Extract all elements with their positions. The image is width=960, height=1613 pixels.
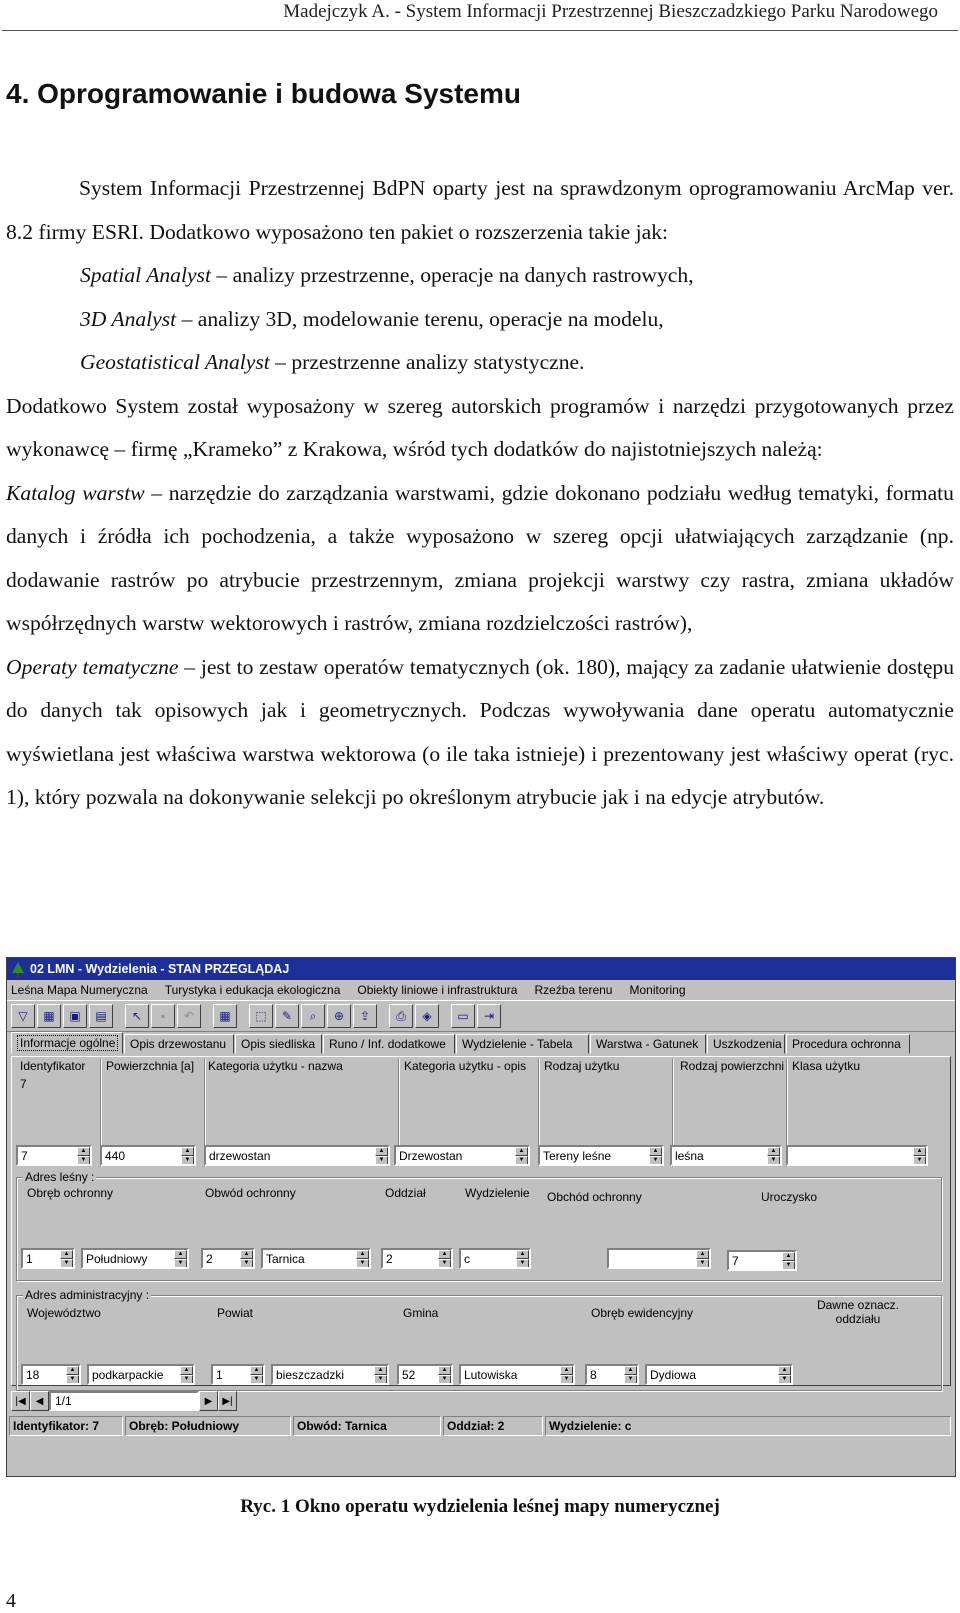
uroczysko-field[interactable]: 7 ▲ ▼ xyxy=(727,1250,797,1271)
tab-uszkodzenia[interactable]: Uszkodzenia xyxy=(707,1034,785,1054)
menu-item-lmn[interactable]: Leśna Mapa Numeryczna xyxy=(11,983,148,997)
tool-desc: – narzędzie do zarządzania warstwami, gdzie dokonano podziału według tematyki, formatu danych i źródła ich pochodzenia, a także wyposażono w szereg opcji ułatwiających zarządzanie (np. dodawanie rastrów po atrybucie przestrzennym, zmiana projekcji warstwy czy rastra, zmiana układów współrzędnych warstw wektorowych i rastrów, zmiana rozdzielczości rastrów), xyxy=(6,480,954,635)
rodzaj-uzytku-field[interactable]: Tereny leśne ▲ ▼ xyxy=(538,1145,664,1166)
tab-wydzielenie-tabela[interactable]: Wydzielenie - Tabela xyxy=(456,1034,589,1054)
field-label: Dawne oznacz. oddziału xyxy=(816,1298,900,1326)
exit-icon[interactable]: ⇥ xyxy=(477,1004,501,1028)
running-header: Madejczyk A. - System Informacji Przestrzennej Bieszczadzkiego Parku Narodowego xyxy=(283,1,938,22)
wojewodztwo-nr-field[interactable]: 18 ▲ ▼ xyxy=(21,1364,81,1385)
last-record-button[interactable]: ▶| xyxy=(218,1391,237,1411)
extension-name: Geostatistical Analyst xyxy=(80,350,270,374)
prev-record-button[interactable]: ◀ xyxy=(30,1391,49,1411)
extension-item xyxy=(6,254,954,298)
table-icon[interactable]: ▦ xyxy=(37,1004,61,1028)
page-number: 4 xyxy=(6,1590,16,1612)
column-header: Kategoria użytku - nazwa xyxy=(208,1059,343,1073)
pointer-icon[interactable]: ↖ xyxy=(125,1004,149,1028)
menu-item-rzezba[interactable]: Rzeźba terenu xyxy=(534,983,613,997)
menubar xyxy=(7,980,955,1000)
address-admin-group xyxy=(16,1288,942,1391)
obwod-nazwa-field[interactable]: Tarnica ▲ ▼ xyxy=(261,1248,371,1269)
grid-icon[interactable]: ▦ xyxy=(213,1004,237,1028)
select-icon[interactable]: ⬚ xyxy=(249,1004,273,1028)
record-navigator xyxy=(11,1390,237,1412)
status-identyfikator: Identyfikator: 7 xyxy=(9,1416,123,1436)
tool-name: Katalog warstw xyxy=(6,480,145,505)
field-label: Uroczysko xyxy=(761,1190,818,1204)
field-label: Wydzielenie xyxy=(465,1186,530,1200)
extension-item xyxy=(6,341,954,385)
paragraph-authoring: Dodatkowo System został wyposażony w szereg autorskich programów i narzędzi przygotowanych przez wykonawcę – firmę „Krameko” z Krakowa, wśród tych dodatków do najistotniejszych należą: xyxy=(6,393,954,461)
column-header: Kategoria użytku - opis xyxy=(404,1059,527,1073)
group-legend: Adres leśny : xyxy=(25,1170,95,1184)
obwod-nr-field[interactable]: 2 ▲ ▼ xyxy=(201,1248,255,1269)
powierzchnia-field[interactable]: 440 ▲ ▼ xyxy=(100,1145,196,1166)
column-header: Rodzaj powierzchni xyxy=(680,1059,785,1073)
toolbar xyxy=(7,1000,955,1032)
field-label: Obwód ochronny xyxy=(205,1186,296,1200)
extension-desc: – analizy przestrzenne, operacje na danych rastrowych, xyxy=(210,263,694,287)
tool-name: Operaty tematyczne xyxy=(6,654,179,679)
column-header: Identyfikator xyxy=(20,1059,86,1073)
extension-name: 3D Analyst xyxy=(80,306,177,331)
identify-icon[interactable]: ⊕ xyxy=(327,1004,351,1028)
obreb-ewid-nazwa-field[interactable]: Dydiowa ▲ ▼ xyxy=(645,1364,793,1385)
extension-name: Spatial Analyst xyxy=(80,263,211,287)
status-wydzielenie: Wydzielenie: c xyxy=(545,1416,951,1436)
status-obwod: Obwód: Tarnica xyxy=(293,1416,441,1436)
tool-item xyxy=(6,472,954,646)
first-record-button[interactable]: |◀ xyxy=(11,1391,30,1411)
zoom-icon[interactable]: ⌕ xyxy=(301,1004,325,1028)
menu-item-obiekty[interactable]: Obiekty liniowe i infrastruktura xyxy=(357,983,518,997)
extension-item xyxy=(6,298,954,342)
powiat-nr-field[interactable]: 1 ▲ ▼ xyxy=(211,1364,265,1385)
tab-row xyxy=(7,1032,955,1054)
record-position: 1/1 xyxy=(49,1391,199,1411)
field-label: Obręb ewidencyjny xyxy=(591,1306,694,1320)
group-legend: Adres administracyjny : xyxy=(25,1288,150,1302)
figure-caption: Ryc. 1 Okno operatu wydzielenia leśnej mapy numerycznej xyxy=(240,1496,720,1517)
extension-desc: – analizy 3D, modelowanie terenu, operacje na modelu, xyxy=(176,306,664,331)
obreb-nr-field[interactable]: 1 ▲ ▼ xyxy=(21,1248,75,1269)
section-heading: 4. Oprogramowanie i budowa Systemu xyxy=(6,78,521,109)
clear-icon[interactable]: ◈ xyxy=(415,1004,439,1028)
header-rule xyxy=(2,30,958,31)
column-header: Powierzchnia [a] xyxy=(106,1059,195,1073)
field-label: Obchód ochronny xyxy=(547,1190,642,1204)
field-label: Powiat xyxy=(217,1306,254,1320)
edit-icon[interactable]: ✎ xyxy=(275,1004,299,1028)
status-bar xyxy=(9,1416,953,1436)
identifier-value: 7 xyxy=(20,1077,27,1091)
tool-desc: – jest to zestaw operatów tematycznych (ok. 180), mający za zadanie ułatwienie dostępu do danych tak opisowych jak i geometrycznych. Podczas wywoływania dane operatu automatycznie wyświetlana jest właściwa warstwa wektorowa (o ile taka istnieje) i prezentowany jest właściwy operat (ryc. 1), który pozwala na dokonywanie selekcji po określonym atrybucie jak i na edycje atrybutów. xyxy=(6,654,954,809)
obreb-nazwa-field[interactable]: Południowy ▲ ▼ xyxy=(81,1248,189,1269)
oddzial-field[interactable]: 2 ▲ ▼ xyxy=(381,1248,453,1269)
window-title: 02 LMN - Wydzielenia - STAN PRZEGLĄDAJ xyxy=(30,962,290,976)
window-icon[interactable]: ▭ xyxy=(451,1004,475,1028)
kategoria-opis-field[interactable]: Drzewostan ▲ ▼ xyxy=(394,1145,530,1166)
tool-item xyxy=(6,646,954,820)
field-label: Obręb ochronny xyxy=(27,1186,114,1200)
window-titlebar xyxy=(7,958,955,980)
extension-desc: – przestrzenne analizy statystyczne. xyxy=(269,350,585,374)
wojewodztwo-nazwa-field[interactable]: podkarpackie ▲ ▼ xyxy=(87,1364,195,1385)
kategoria-nazwa-field[interactable]: drzewostan ▲ ▼ xyxy=(204,1145,390,1166)
tab-opis-drzewostanu[interactable]: Opis drzewostanu xyxy=(124,1034,234,1054)
menu-item-monitoring[interactable]: Monitoring xyxy=(629,983,686,997)
tab-informacje-ogolne[interactable]: Informacje ogólne xyxy=(11,1032,123,1054)
tab-opis-siedliska[interactable]: Opis siedliska xyxy=(235,1034,322,1054)
undo-icon[interactable]: ↶ xyxy=(177,1004,201,1028)
address-forest-group xyxy=(16,1170,942,1281)
status-oddzial: Oddział: 2 xyxy=(443,1416,543,1436)
operat-window xyxy=(6,957,956,1477)
tab-procedura-ochronna[interactable]: Procedura ochronna xyxy=(786,1034,910,1054)
tab-warstwa-gatunek[interactable]: Warstwa - Gatunek xyxy=(590,1034,706,1054)
disk-icon[interactable]: ▪ xyxy=(151,1004,175,1028)
save-icon[interactable]: ▣ xyxy=(63,1004,87,1028)
gmina-nazwa-field[interactable]: Lutowiska ▲ ▼ xyxy=(459,1364,575,1385)
identyfikator-field[interactable]: 7 ▲ ▼ xyxy=(16,1145,92,1166)
rodzaj-powierzchni-field[interactable]: leśna ▲ ▼ xyxy=(670,1145,782,1166)
powiat-nazwa-field[interactable]: bieszczadzki ▲ ▼ xyxy=(271,1364,389,1385)
field-label: Gmina xyxy=(403,1306,439,1320)
menu-item-turystyka[interactable]: Turystyka i edukacja ekologiczna xyxy=(164,983,341,997)
obchod-nr-field[interactable]: ▲ ▼ xyxy=(607,1248,711,1269)
form-icon[interactable]: ▤ xyxy=(89,1004,113,1028)
column-header: Klasa użytku xyxy=(792,1059,861,1073)
column-header: Rodzaj użytku xyxy=(544,1059,620,1073)
field-label: Oddział xyxy=(385,1186,426,1200)
print-icon[interactable]: ⎙ xyxy=(389,1004,413,1028)
wydzielenie-field[interactable]: c ▲ ▼ xyxy=(459,1248,531,1269)
klasa-uzytku-field[interactable]: ▲ ▼ xyxy=(786,1145,928,1166)
tab-panel xyxy=(11,1056,951,1386)
field-label: Województwo xyxy=(27,1306,101,1320)
tab-runo[interactable]: Runo / Inf. dodatkowe xyxy=(323,1034,455,1054)
body-text xyxy=(6,167,954,820)
filter-icon[interactable]: ▽ xyxy=(11,1004,35,1028)
tree-icon xyxy=(11,962,25,977)
gmina-nr-field[interactable]: 52 ▲ ▼ xyxy=(397,1364,453,1385)
next-record-button[interactable]: ▶ xyxy=(199,1391,218,1411)
status-obreb: Obręb: Południowy xyxy=(125,1416,291,1436)
paragraph-intro: System Informacji Przestrzennej BdPN oparty jest na sprawdzonym oprogramowaniu ArcMap ver. 8.2 firmy ESRI. Dodatkowo wyposażono ten pakiet o rozszerzenia takie jak: xyxy=(6,176,954,244)
obreb-ewid-nr-field[interactable]: 8 ▲ ▼ xyxy=(585,1364,639,1385)
export-icon[interactable]: ⇪ xyxy=(353,1004,377,1028)
